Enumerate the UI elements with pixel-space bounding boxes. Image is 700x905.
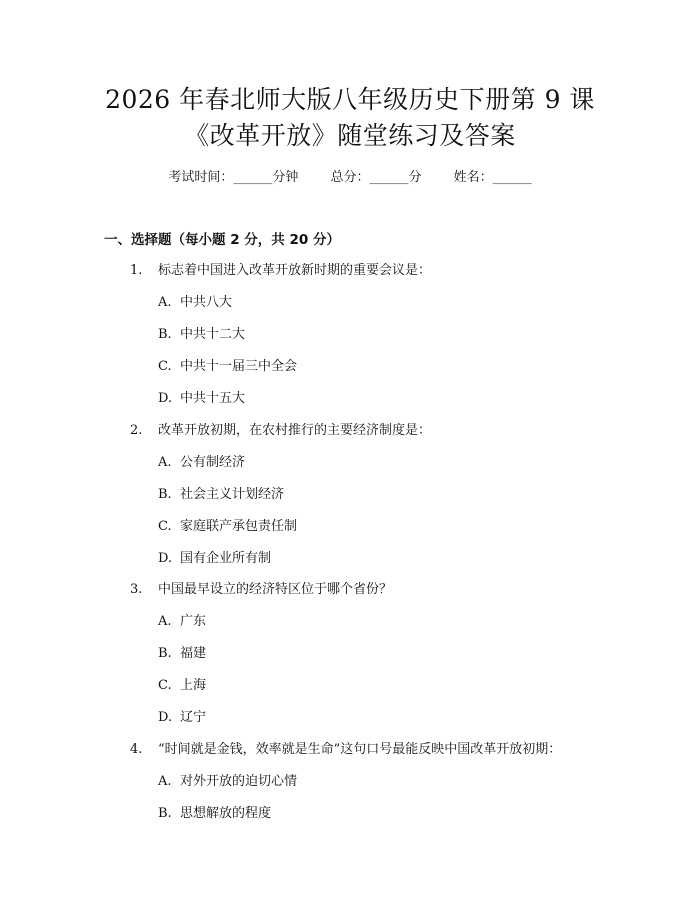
option-letter: C. [158, 519, 172, 534]
q3-option-c [158, 676, 206, 696]
document-title-line-1: 2026 年春北师大版八年级历史下册第 9 课 [105, 85, 595, 114]
option-letter: B. [158, 487, 172, 502]
option-text: 广东 [180, 614, 207, 629]
exam-time-field: 考试时间：______分钟 [168, 170, 299, 185]
option-letter: A. [158, 614, 172, 629]
q1-option-a [158, 293, 232, 313]
question-number: 3. [130, 582, 143, 597]
question-number: 4. [130, 742, 143, 757]
option-text: 家庭联产承包责任制 [180, 519, 298, 534]
option-text: 上海 [180, 678, 207, 693]
q2-option-d [158, 549, 271, 569]
q4-option-a [158, 772, 297, 792]
question-text: 中国最早设立的经济特区位于哪个省份？ [158, 582, 393, 597]
option-text: 国有企业所有制 [180, 551, 272, 566]
option-text: 思想解放的程度 [180, 806, 272, 821]
q3-option-b [158, 644, 206, 664]
option-text: 辽宁 [180, 710, 207, 725]
option-letter: B. [158, 327, 172, 342]
option-text: 中共八大 [180, 295, 233, 310]
question-4 [130, 740, 561, 760]
document-title-line-2: 《改革开放》随堂练习及答案 [184, 121, 516, 150]
question-number: 2. [130, 423, 143, 438]
option-text: 公有制经济 [180, 455, 246, 470]
option-letter: A. [158, 455, 172, 470]
q4-option-b [158, 804, 271, 824]
question-3 [130, 580, 392, 600]
option-text: 社会主义计划经济 [180, 487, 285, 502]
option-letter: D. [158, 710, 173, 725]
q1-option-d [158, 389, 245, 409]
option-letter: A. [158, 295, 172, 310]
q3-option-a [158, 612, 206, 632]
question-text: 改革开放初期，在农村推行的主要经济制度是： [158, 423, 432, 438]
option-text: 中共十一届三中全会 [180, 359, 298, 374]
student-name-field: 姓名：______ [453, 170, 532, 185]
option-text: 福建 [180, 646, 207, 661]
question-1 [130, 261, 431, 281]
q1-option-b [158, 325, 245, 345]
q2-option-c [158, 517, 297, 537]
option-letter: C. [158, 359, 172, 374]
question-2 [130, 421, 431, 441]
exam-meta [0, 168, 700, 188]
option-letter: D. [158, 551, 173, 566]
total-score-field: 总分：______分 [330, 170, 422, 185]
option-letter: A. [158, 774, 172, 789]
q2-option-b [158, 485, 284, 505]
option-letter: D. [158, 391, 173, 406]
question-text: 标志着中国进入改革开放新时期的重要会议是： [158, 263, 432, 278]
option-letter: B. [158, 646, 172, 661]
q3-option-d [158, 708, 206, 728]
section-heading-multiple-choice: 一、选择题（每小题 2 分，共 20 分） [104, 232, 340, 248]
option-text: 中共十二大 [180, 327, 246, 342]
option-letter: C. [158, 678, 172, 693]
question-text: “时间就是金钱，效率就是生命”这句口号最能反映中国改革开放初期： [158, 742, 562, 757]
option-text: 对外开放的迫切心情 [180, 774, 298, 789]
q2-option-a [158, 453, 245, 473]
question-number: 1. [130, 263, 143, 278]
q1-option-c [158, 357, 297, 377]
option-text: 中共十五大 [180, 391, 246, 406]
option-letter: B. [158, 806, 172, 821]
